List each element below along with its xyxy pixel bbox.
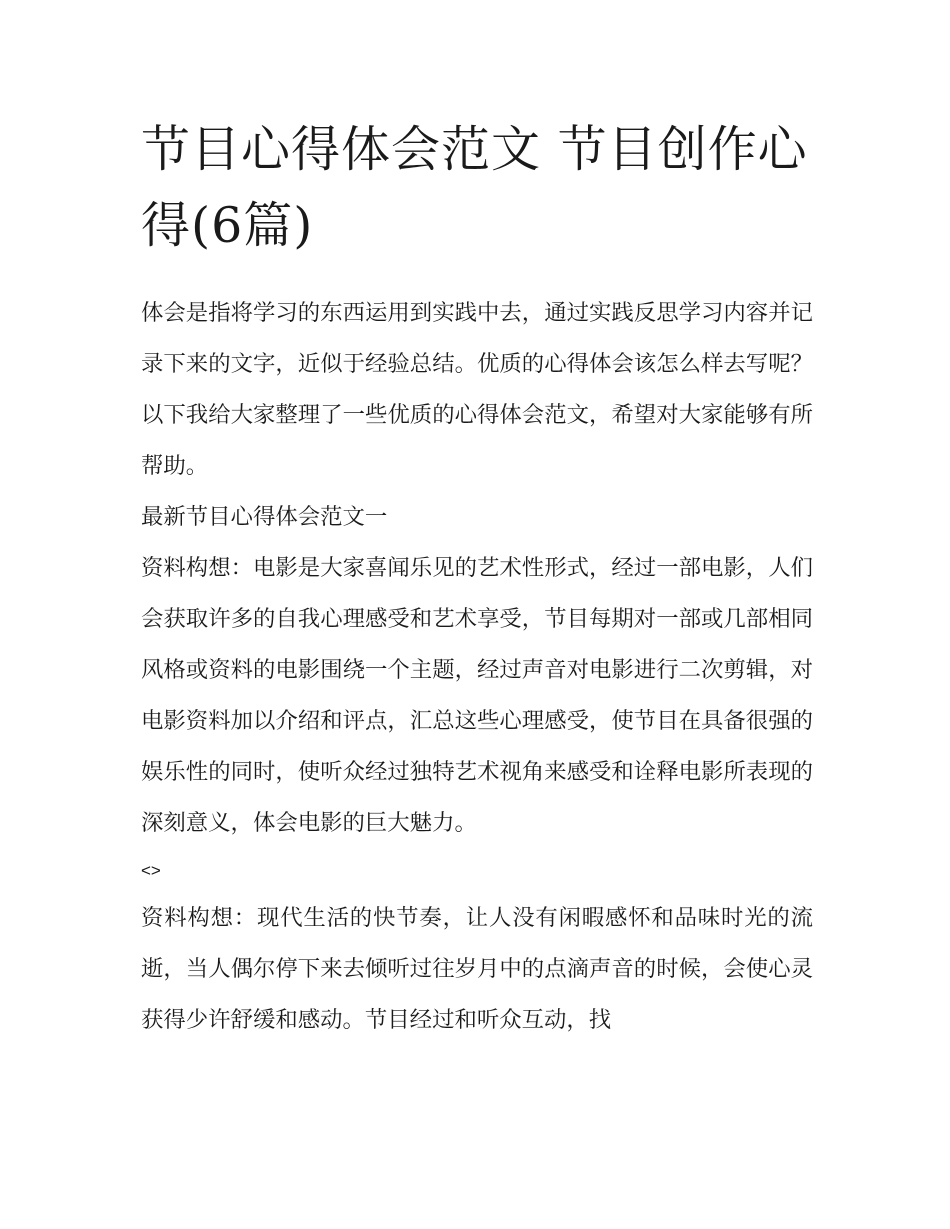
- document-title: 节目心得体会范文 节目创作心得(6篇): [141, 121, 808, 254]
- intro-paragraph: 体会是指将学习的东西运用到实践中去，通过实践反思学习内容并记录下来的文字，近似于经验总结。优质的心得体会该怎么样去写呢？以下我给大家整理了一些优质的心得体会范文，希望对大家能够有所帮助。: [141, 300, 813, 479]
- angle-bracket-marker: <>: [141, 861, 161, 880]
- document-page: [141, 112, 813, 1046]
- body-paragraph-1: 资料构想：电影是大家喜闻乐见的艺术性形式，经过一部电影，人们会获取许多的自我心理感受和艺术享受，节目每期对一部或几部相同风格或资料的电影围绕一个主题，经过声音对电影进行二次剪辑，对电影资料加以介绍和评点，汇总这些心理感受，使节目在具备很强的娱乐性的同时，使听众经过独特艺术视角来感受和诠释电影所表现的深刻意义，体会电影的巨大魅力。: [141, 555, 813, 836]
- body-paragraph-2: 资料构想：现代生活的快节奏，让人没有闲暇感怀和品味时光的流逝，当人偶尔停下来去倾听过往岁月中的点滴声音的时候，会使心灵获得少许舒缓和感动。节目经过和听众互动，找: [141, 905, 813, 1033]
- section-heading: 最新节目心得体会范文一: [141, 504, 388, 530]
